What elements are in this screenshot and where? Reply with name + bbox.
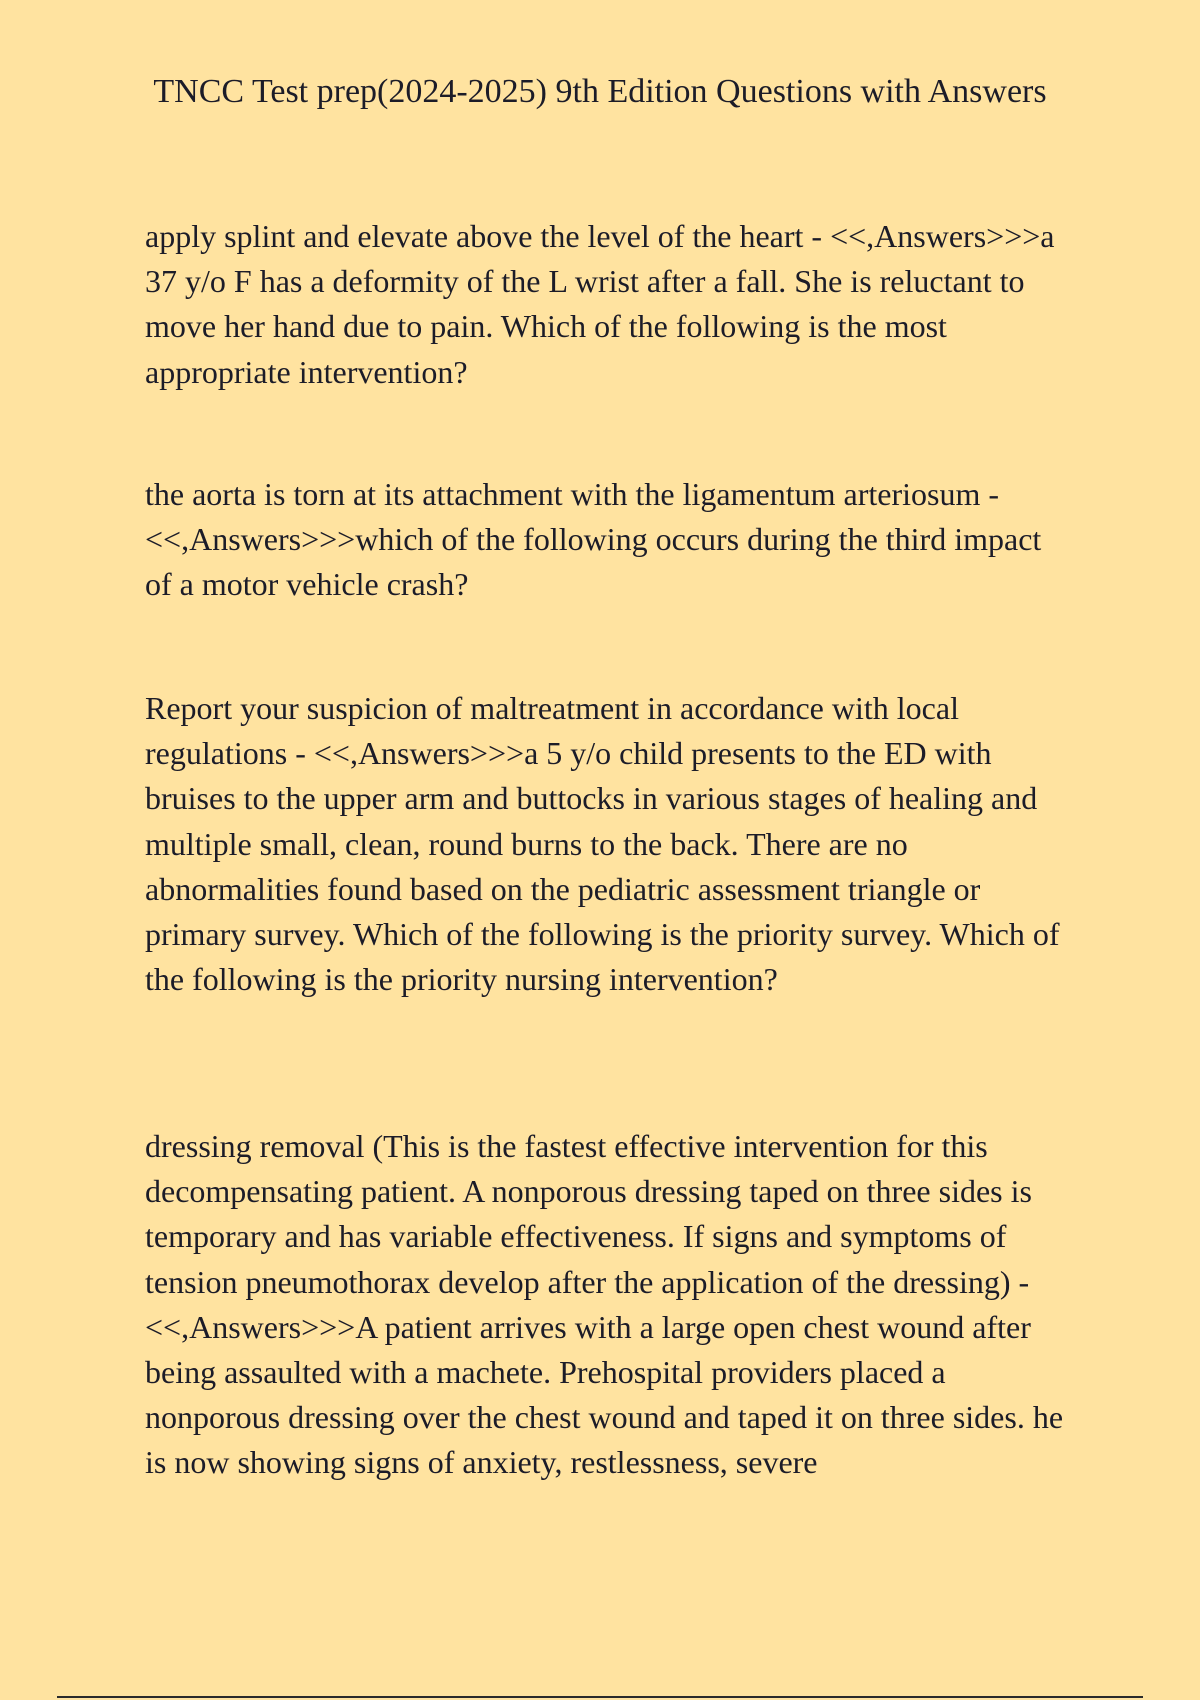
document-title: TNCC Test prep(2024-2025) 9th Edition Questions with Answers <box>153 73 1047 110</box>
page-divider <box>57 1696 1143 1698</box>
qa-entry: apply splint and elevate above the level of the heart - <<,Answers>>>a 37 y/o F has a deformity of the L wrist after a fall. She is reluctant to move her hand due to pain. Which of the following is the most appropriate intervention? <box>145 218 1055 390</box>
qa-entry: Report your suspicion of maltreatment in accordance with local regulations - <<,Answers>>>a 5 y/o child presents to the ED with bruises to the upper arm and buttocks in various stages of healing and multiple small, clean, round burns to the back. There are no abnormalities found based on the pediatric assessment triangle or primary survey. Which of the following is the priority survey. Which of the following is the priority nursing intervention? <box>145 690 1060 998</box>
qa-entry: the aorta is torn at its attachment with the ligamentum arteriosum - <<,Answers>>>which of the following occurs during the third impact of a motor vehicle crash? <box>145 476 1042 603</box>
qa-entry: dressing removal (This is the fastest effective intervention for this decompensating patient. A nonporous dressing taped on three sides is temporary and has variable effectiveness. If signs and symptoms of tension pneumothorax develop after the application of the dressing) - <<,Answers>>>A patient arrives with a large open chest wound after being assaulted with a machete. Prehospital providers placed a nonporous dressing over the chest wound and taped it on three sides. he is now showing signs of anxiety, restlessness, severe <box>145 1128 1064 1481</box>
